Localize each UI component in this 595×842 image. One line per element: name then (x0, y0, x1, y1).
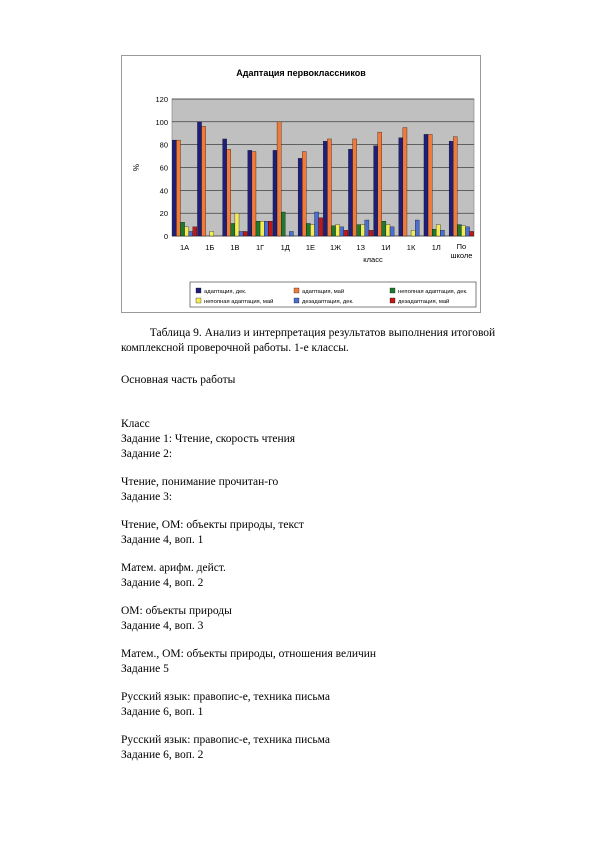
section-heading: Основная часть работы (121, 374, 236, 386)
bar (457, 225, 461, 236)
bar (440, 230, 444, 236)
bar (319, 218, 323, 236)
bar (340, 227, 344, 236)
x-tick-label: 1А (179, 243, 190, 252)
bar (415, 220, 419, 236)
legend-swatch (294, 298, 299, 303)
bar (374, 146, 378, 236)
bar (327, 139, 331, 236)
legend-label: дезадаптация, дек. (302, 299, 354, 305)
bar (365, 220, 369, 236)
x-tick-label: 1В (230, 243, 240, 252)
y-tick-label: 80 (159, 140, 168, 150)
bar (197, 122, 201, 236)
x-tick-label: 1Е (305, 243, 316, 252)
legend-label: дезадаптация, май (398, 299, 450, 305)
x-tick-label: 1Л (431, 243, 441, 252)
legend-swatch (390, 298, 395, 303)
bar (449, 141, 453, 236)
bar (268, 221, 272, 236)
legend-label: неполная адаптация, дек. (398, 289, 468, 295)
y-tick-label: 60 (159, 163, 168, 173)
x-tick-label: 1И (381, 243, 391, 252)
bar (461, 226, 465, 236)
text-line: Задание 1: Чтение, скорость чтения (121, 433, 296, 445)
bar (411, 230, 415, 236)
bar (260, 221, 264, 236)
chart-title: Адаптация первоклассников (236, 68, 366, 78)
bar (470, 231, 474, 236)
x-tick-label: 1Д (280, 243, 290, 252)
bar (428, 134, 432, 236)
bar (273, 150, 277, 236)
bar (172, 140, 176, 236)
bar (210, 231, 214, 236)
x-tick-label: 1Ж (330, 243, 342, 252)
legend-label: адаптация, май (302, 289, 345, 295)
bar (424, 134, 428, 236)
bar (235, 213, 239, 236)
bar (256, 221, 260, 236)
bar (227, 149, 231, 236)
legend-swatch (390, 288, 395, 293)
bar (243, 231, 247, 236)
text-line: Задание 4, воп. 2 (121, 577, 204, 589)
bar (264, 221, 268, 236)
bar (331, 226, 335, 236)
x-tick-label: По (456, 242, 467, 251)
text-line: Задание 4, воп. 1 (121, 534, 204, 546)
x-tick-label: 1З (356, 243, 366, 252)
bar (453, 137, 457, 236)
legend-swatch (196, 288, 201, 293)
bar (306, 223, 310, 236)
x-tick-label: школе (450, 251, 473, 260)
bar (348, 149, 352, 236)
text-line: Матем. арифм. дейст. (121, 562, 226, 574)
bar (382, 221, 386, 236)
bar (399, 138, 403, 236)
bar (436, 225, 440, 236)
y-tick-label: 20 (159, 209, 168, 219)
bar (378, 132, 382, 236)
bar (193, 227, 197, 236)
bar (310, 225, 314, 236)
text-line: Матем., ОМ: объекты природы, отношения величин (121, 648, 377, 660)
bar (185, 227, 189, 236)
bar (323, 141, 327, 236)
legend-label: неполная адаптация, май (204, 299, 274, 305)
x-tick-label: 1К (406, 243, 416, 252)
text-line: Задание 6, воп. 1 (121, 706, 204, 718)
bar (361, 225, 365, 236)
y-tick-label: 120 (155, 95, 168, 104)
bar (432, 229, 436, 236)
y-tick-label: 0 (163, 232, 168, 241)
y-tick-label: 40 (159, 186, 168, 196)
bar (239, 231, 243, 236)
bar (390, 227, 394, 236)
bar (302, 152, 306, 236)
text-line: Задание 5 (121, 663, 169, 675)
legend-swatch (196, 298, 201, 303)
text-line: Чтение, ОМ: объекты природы, текст (121, 519, 304, 531)
table-caption (121, 326, 551, 356)
bar (403, 128, 407, 236)
bar (223, 139, 227, 236)
bar (353, 139, 357, 236)
text-line: Русский язык: правопис-е, техника письма (121, 691, 330, 703)
bar (281, 212, 285, 236)
text-line: Задание 4, воп. 3 (121, 620, 204, 632)
text-line: Задание 3: (121, 491, 173, 503)
bar (466, 227, 470, 236)
x-axis-label: класс (363, 255, 383, 264)
bar (315, 212, 319, 236)
chart-container (121, 55, 481, 313)
legend-label: адаптация, дек. (204, 289, 247, 295)
text-line: Русский язык: правопис-е, техника письма (121, 734, 330, 746)
text-line: Класс (121, 418, 150, 430)
bar (189, 231, 193, 236)
bar (369, 230, 373, 236)
bar (248, 150, 252, 236)
bar (357, 225, 361, 236)
y-tick-label: 100 (155, 117, 168, 127)
caption-text: Таблица 9. Анализ и интерпретация результатов выполнения итоговой комплексной проверочной работы. 1-е классы. (121, 327, 496, 354)
bar (289, 231, 293, 236)
text-line: ОМ: объекты природы (121, 605, 232, 617)
bar (298, 158, 302, 236)
bar (344, 230, 348, 236)
legend-swatch (294, 288, 299, 293)
bar (386, 225, 390, 236)
y-axis-label: % (132, 163, 141, 172)
bar (202, 126, 206, 236)
bar (277, 122, 281, 236)
bar (336, 225, 340, 236)
text-line: Задание 2: (121, 448, 173, 460)
bar (231, 223, 235, 236)
bar (252, 152, 256, 236)
bar-chart (122, 56, 480, 312)
text-line: Задание 6, воп. 2 (121, 749, 204, 761)
bar (176, 140, 180, 236)
text-line: Чтение, понимание прочитан-го (121, 476, 279, 488)
x-tick-label: 1Г (255, 243, 265, 252)
bar (180, 222, 184, 236)
x-tick-label: 1Б (205, 243, 215, 252)
